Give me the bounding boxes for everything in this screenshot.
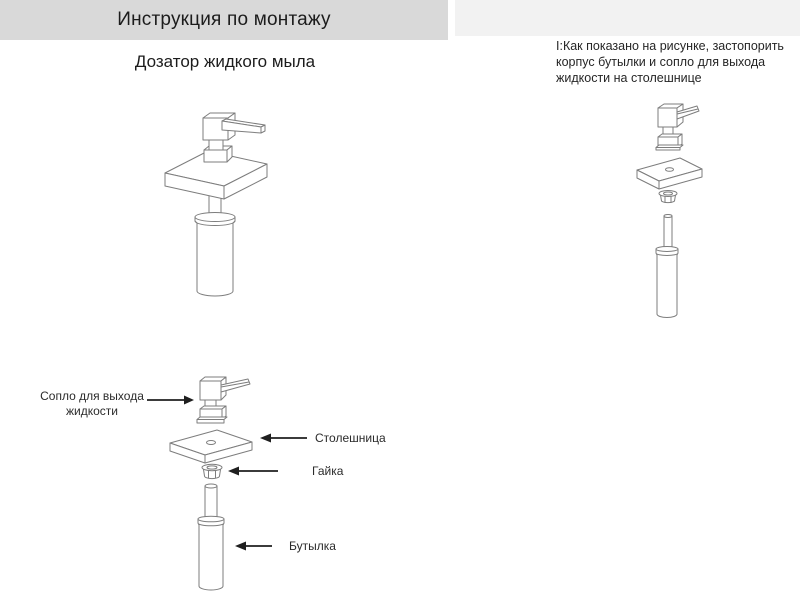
nut bbox=[202, 464, 222, 478]
nut bbox=[659, 191, 677, 203]
step-instruction-text: I:Как показано на рисунке, застопорить корпус бутылки и сопло для выхода жидкости на столешнице bbox=[556, 39, 784, 85]
label-bottle: Бутылка bbox=[289, 539, 336, 553]
header-right-bar bbox=[455, 0, 800, 36]
exploded-dispenser-drawing-labeled bbox=[160, 375, 280, 593]
product-subtitle: Дозатор жидкого мыла bbox=[134, 52, 316, 71]
tube bbox=[205, 484, 217, 518]
label-nozzle: Сопло для выхода жидкости bbox=[40, 389, 144, 418]
label-countertop: Столешница bbox=[315, 431, 386, 445]
countertop-plate bbox=[170, 430, 252, 463]
pump-head bbox=[203, 113, 265, 162]
header-title-bar bbox=[0, 0, 448, 40]
label-nut: Гайка bbox=[312, 464, 344, 478]
bottle bbox=[198, 516, 224, 590]
pump-head bbox=[656, 104, 699, 150]
exploded-dispenser-drawing-right bbox=[620, 100, 740, 325]
countertop-plate bbox=[637, 158, 702, 189]
pump-head bbox=[197, 377, 250, 423]
tube bbox=[664, 215, 672, 249]
bottle bbox=[195, 213, 235, 297]
spout bbox=[222, 119, 265, 133]
page-title: Инструкция по монтажу bbox=[117, 9, 331, 30]
bottle bbox=[656, 247, 678, 318]
assembled-dispenser-drawing bbox=[150, 100, 350, 300]
